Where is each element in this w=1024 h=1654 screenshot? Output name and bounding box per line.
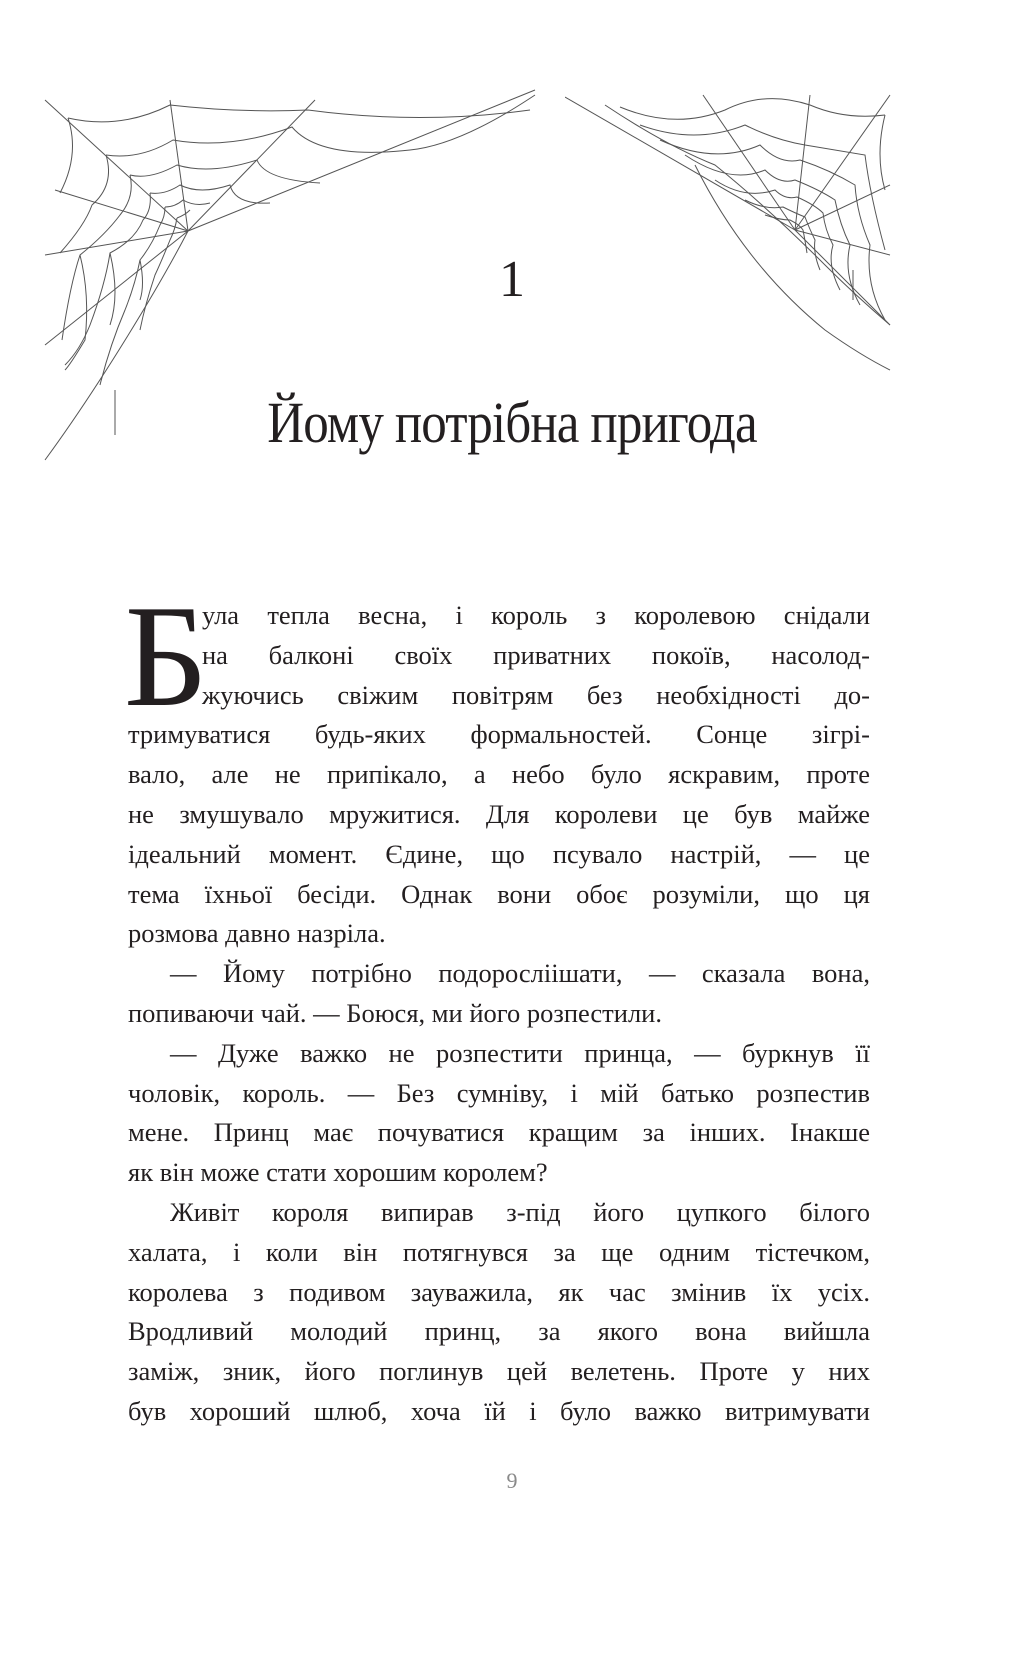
text-line: не змушувало мружитися. Для королеви це був майже xyxy=(128,798,870,829)
text-line: жуючись свіжим повітрям без необхідності до- xyxy=(202,679,870,710)
text-line: попиваючи чай. — Боюся, ми його розпестили. xyxy=(128,997,662,1028)
chapter-number: 1 xyxy=(499,251,525,308)
text-line: — Йому потрібно подоросліішати, — сказала вона, xyxy=(170,958,870,989)
text-line: ідеальний момент. Єдине, що псувало настрій, — це xyxy=(128,838,870,869)
text-line: був хороший шлюб, хоча їй і було важко витримувати xyxy=(128,1395,870,1426)
text-line: вало, але не припікало, а небо було яскравим, проте xyxy=(128,759,870,790)
text-line: заміж, зник, його поглинув цей велетень. Проте у них xyxy=(128,1356,870,1387)
spiderweb-right-icon xyxy=(565,85,895,385)
chapter-body xyxy=(124,575,870,1432)
text-line: королева з подивом зауважила, як час змінив їх усіх. xyxy=(128,1276,870,1307)
text-line: Живіт короля випирав з-під його цупкого білого xyxy=(170,1196,870,1227)
text-line: на балконі своїх приватних покоїв, насолод- xyxy=(202,639,870,670)
chapter-title: Йому потрібна пригода xyxy=(267,390,757,455)
text-line: мене. Принц має почуватися кращим за інших. Інакше xyxy=(128,1117,870,1148)
text-line: халата, і коли він потягнувся за ще одним тістечком, xyxy=(128,1236,870,1267)
text-line: — Дуже важко не розпестити принца, — буркнув її xyxy=(170,1037,870,1068)
text-line: чоловік, король. — Без сумніву, і мій батько розпестив xyxy=(128,1077,870,1108)
text-line: розмова давно назріла. xyxy=(128,918,386,949)
drop-cap: Б xyxy=(124,575,208,737)
page-number: 9 xyxy=(506,1468,518,1493)
text-line: ула тепла весна, і король з королевою снідали xyxy=(202,600,870,630)
text-line: тема їхньої бесіди. Однак вони обоє розуміли, що ця xyxy=(128,878,870,909)
text-line: як він може стати хорошим королем? xyxy=(128,1157,548,1188)
text-line: Вродливий молодий принц, за якого вона вийшла xyxy=(128,1316,870,1347)
text-line: тримуватися будь-яких формальностей. Сонце зігрі- xyxy=(128,719,870,750)
